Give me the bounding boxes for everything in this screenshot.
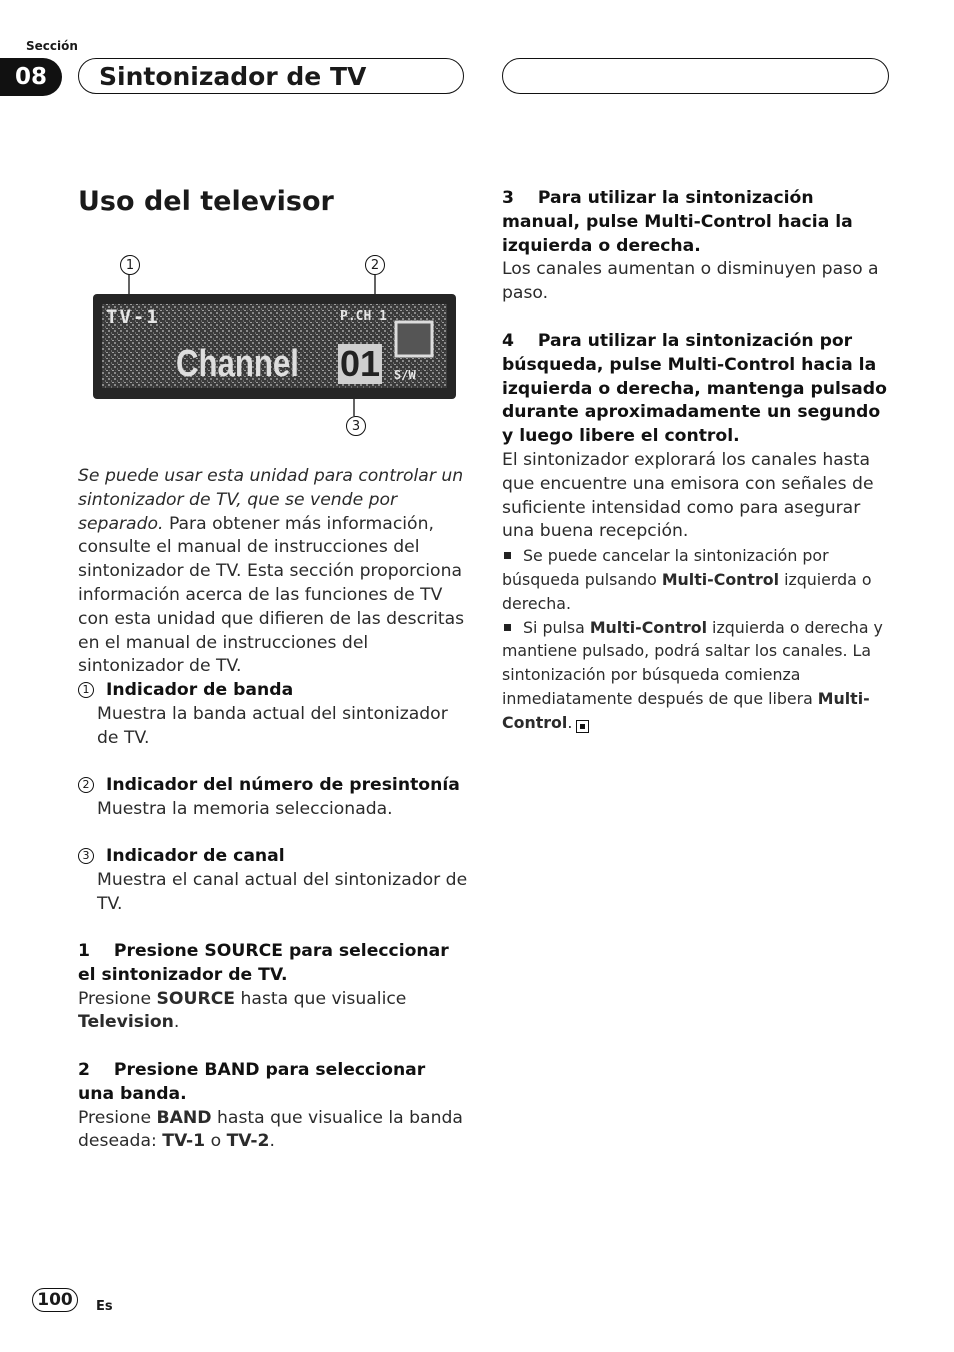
intro-paragraph [78,465,466,679]
section-title-box-empty [502,58,889,94]
tv-display-figure [78,252,470,442]
figure-callout-3: 3 [346,416,366,436]
callout-3: 3 [78,848,94,864]
bullet-icon [504,624,511,631]
step-4-heading: 4 Para utilizar la sintonización por búsqueda, pulse Multi-Control hacia la izquierda o derecha, mantenga pulsado durante aproximadamente un segundo y luego libere el control. [502,331,893,447]
key-multi-control: Multi-Control [661,569,780,589]
section-number-badge: 08 [0,58,62,96]
step-2-text [78,1107,463,1155]
text-run: o [205,1131,227,1152]
note-1 [502,544,894,615]
text-run: izquierda o derecha y mantiene pulsado, podrá saltar los canales. La sintonización por búsqueda comienza inmediatamente después de que libera [502,617,883,708]
figure-callout-2: 2 [365,255,385,275]
step-4-text: El sintonizador explorará los canales hasta que encuentre una emisora con señales de suficiente intensidad como para asegurar una buena recepción. [502,449,874,542]
legend-title: Indicador de canal [106,846,285,866]
step-3 [502,187,894,306]
page-number: 100 [32,1288,78,1312]
legend-desc: Muestra la banda actual del sintonizador de TV. [97,703,448,748]
step-4 [502,330,894,735]
key-television: Television [78,1012,174,1033]
display-channel-label: Channel [176,343,299,385]
callout-1: 1 [78,682,94,698]
legend-item-channel [78,845,470,916]
key-tv2: TV-2 [226,1131,270,1152]
section-title: Sintonizador de TV [99,61,367,91]
step-3-text: Los canales aumentan o disminuyen paso a paso. [502,259,879,304]
step-1-text [78,988,458,1036]
key-multi-control: Multi-Control [589,617,708,637]
figure-callout-1: 1 [120,255,140,275]
text-run: Presione [78,988,157,1009]
text-run: Presione [78,1107,157,1128]
text-run: Se puede cancelar la sintonización por búsqueda pulsando [502,546,829,589]
step-2 [78,1059,463,1154]
key-multi-control: Multi-Control [502,688,870,732]
key-band: BAND [156,1107,212,1128]
legend-desc: Muestra la memoria seleccionada. [97,798,393,819]
text-run: hasta que visualice la banda deseada: [78,1107,463,1152]
legend-title: Indicador del número de presintonía [106,775,460,795]
display-band-label: TV-1 [106,306,160,328]
page-title: Uso del televisor [78,186,334,217]
text-run: . [269,1131,275,1152]
text-run: Si pulsa [523,617,590,637]
legend-desc: Muestra el canal actual del sintonizador de TV. [97,869,468,914]
legend-item-band [78,679,470,750]
bullet-icon [504,552,511,559]
step-1 [78,940,458,1035]
key-tv1: TV-1 [162,1131,206,1152]
text-run: hasta que visualice [235,988,407,1009]
legend-item-preset [78,774,470,822]
step-3-heading: 3 Para utilizar la sintonización manual, pulse Multi-Control hacia la izquierda o derecha. [502,188,859,256]
section-title-box [78,58,464,94]
display-sw-label: S/W [394,368,416,382]
language-label: Es [96,1299,113,1314]
text-run: . [173,1012,180,1033]
end-mark-icon [576,720,589,733]
section-label: Sección [26,39,78,53]
legend-title: Indicador de banda [106,680,294,700]
key-source: SOURCE [156,988,236,1009]
intro-italic: Se puede usar esta unidad para controlar un sintonizador de TV, que se vende por separado. [78,466,464,534]
step-1-heading: 1 Presione SOURCE para seleccionar el sintonizador de TV. [78,941,455,985]
callout-2: 2 [78,777,94,793]
display-pch-label: P.CH 1 [340,309,387,324]
note-2 [502,616,894,735]
display-channel-number: 01 [340,343,381,384]
text-run: . [567,712,573,732]
text-run: izquierda o derecha. [502,569,872,613]
step-2-heading: 2 Presione BAND para seleccionar una banda. [78,1060,432,1104]
intro-text: Para obtener más información, consulte el manual de instrucciones del sintonizador de TV. Esta sección proporciona información acerca de las funciones de TV con esta unidad que difieren de las descritas en el manual de instrucciones del sintonizador de TV. [78,513,465,677]
